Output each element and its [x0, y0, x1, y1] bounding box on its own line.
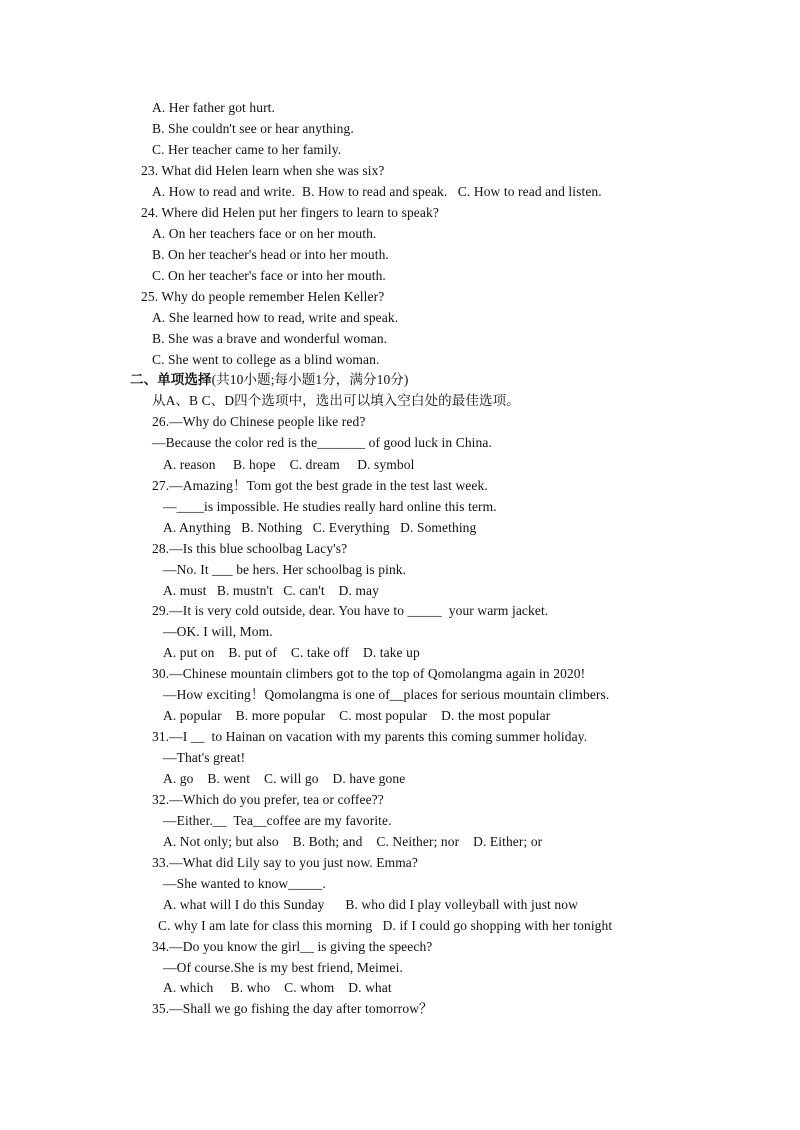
section-heading — [130, 371, 409, 388]
options-34: A. which B. who C. whom D. what — [163, 980, 392, 995]
options-23: A. How to read and write. B. How to read and speak. C. How to read and listen. — [152, 184, 602, 199]
section-instructions: 从A、B C、D四个选项中，选出可以填入空白处的最佳选项。 — [152, 393, 520, 408]
options-33-ab: A. what will I do this Sunday B. who did I play volleyball with just now — [163, 897, 578, 912]
option-22a: A. Her father got hurt. — [152, 100, 276, 115]
answer-32: —Either.__ Tea__coffee are my favorite. — [163, 813, 392, 828]
options-33-cd: C. why I am late for class this morning D. if I could go shopping with her tonight — [158, 918, 613, 933]
question-33: 33.—What did Lily say to you just now. Emma? — [152, 855, 418, 870]
option-24c: C. On her teacher's face or into her mouth. — [152, 268, 386, 283]
option-25c: C. She went to college as a blind woman. — [152, 352, 380, 367]
section-note: (共10小题;每小题1分，满分10分) — [211, 372, 409, 387]
answer-33: —She wanted to know_____. — [163, 876, 326, 891]
question-35: 35.—Shall we go fishing the day after tomorrow？ — [152, 1001, 433, 1016]
options-30: A. popular B. more popular C. most popular D. the most popular — [163, 708, 551, 723]
answer-26: —Because the color red is the_______ of good luck in China. — [152, 435, 492, 450]
option-24a: A. On her teachers face or on her mouth. — [152, 226, 377, 241]
question-27: 27.—Amazing！Tom got the best grade in the test last week. — [152, 478, 488, 493]
answer-31: —That's great! — [163, 750, 246, 765]
options-28: A. must B. mustn't C. can't D. may — [163, 583, 379, 598]
answer-27: —____is impossible. He studies really hard online this term. — [163, 499, 497, 514]
question-29: 29.—It is very cold outside, dear. You have to _____ your warm jacket. — [152, 603, 549, 618]
answer-28: —No. It ___ be hers. Her schoolbag is pink. — [163, 562, 407, 577]
options-31: A. go B. went C. will go D. have gone — [163, 771, 406, 786]
options-26: A. reason B. hope C. dream D. symbol — [163, 457, 415, 472]
option-22c: C. Her teacher came to her family. — [152, 142, 342, 157]
options-29: A. put on B. put of C. take off D. take up — [163, 645, 420, 660]
answer-30: —How exciting！Qomolangma is one of__places for serious mountain climbers. — [163, 687, 610, 702]
options-27: A. Anything B. Nothing C. Everything D. Something — [163, 520, 477, 535]
question-32: 32.—Which do you prefer, tea or coffee?? — [152, 792, 384, 807]
answer-29: —OK. I will, Mom. — [163, 624, 273, 639]
question-26: 26.—Why do Chinese people like red? — [152, 414, 366, 429]
question-30: 30.—Chinese mountain climbers got to the top of Qomolangma again in 2020! — [152, 666, 586, 681]
question-28: 28.—Is this blue schoolbag Lacy's? — [152, 541, 348, 556]
section-title: 二、单项选择 — [130, 372, 212, 387]
question-31: 31.—I __ to Hainan on vacation with my parents this coming summer holiday. — [152, 729, 588, 744]
option-25b: B. She was a brave and wonderful woman. — [152, 331, 388, 346]
question-23: 23. What did Helen learn when she was six? — [141, 163, 385, 178]
option-22b: B. She couldn't see or hear anything. — [152, 121, 354, 136]
options-32: A. Not only; but also B. Both; and C. Neither; nor D. Either; or — [163, 834, 543, 849]
option-25a: A. She learned how to read, write and speak. — [152, 310, 399, 325]
question-25: 25. Why do people remember Helen Keller? — [141, 289, 385, 304]
answer-34: —Of course.She is my best friend, Meimei. — [163, 960, 403, 975]
question-34: 34.—Do you know the girl__ is giving the speech? — [152, 939, 433, 954]
question-24: 24. Where did Helen put her fingers to learn to speak? — [141, 205, 439, 220]
option-24b: B. On her teacher's head or into her mouth. — [152, 247, 389, 262]
